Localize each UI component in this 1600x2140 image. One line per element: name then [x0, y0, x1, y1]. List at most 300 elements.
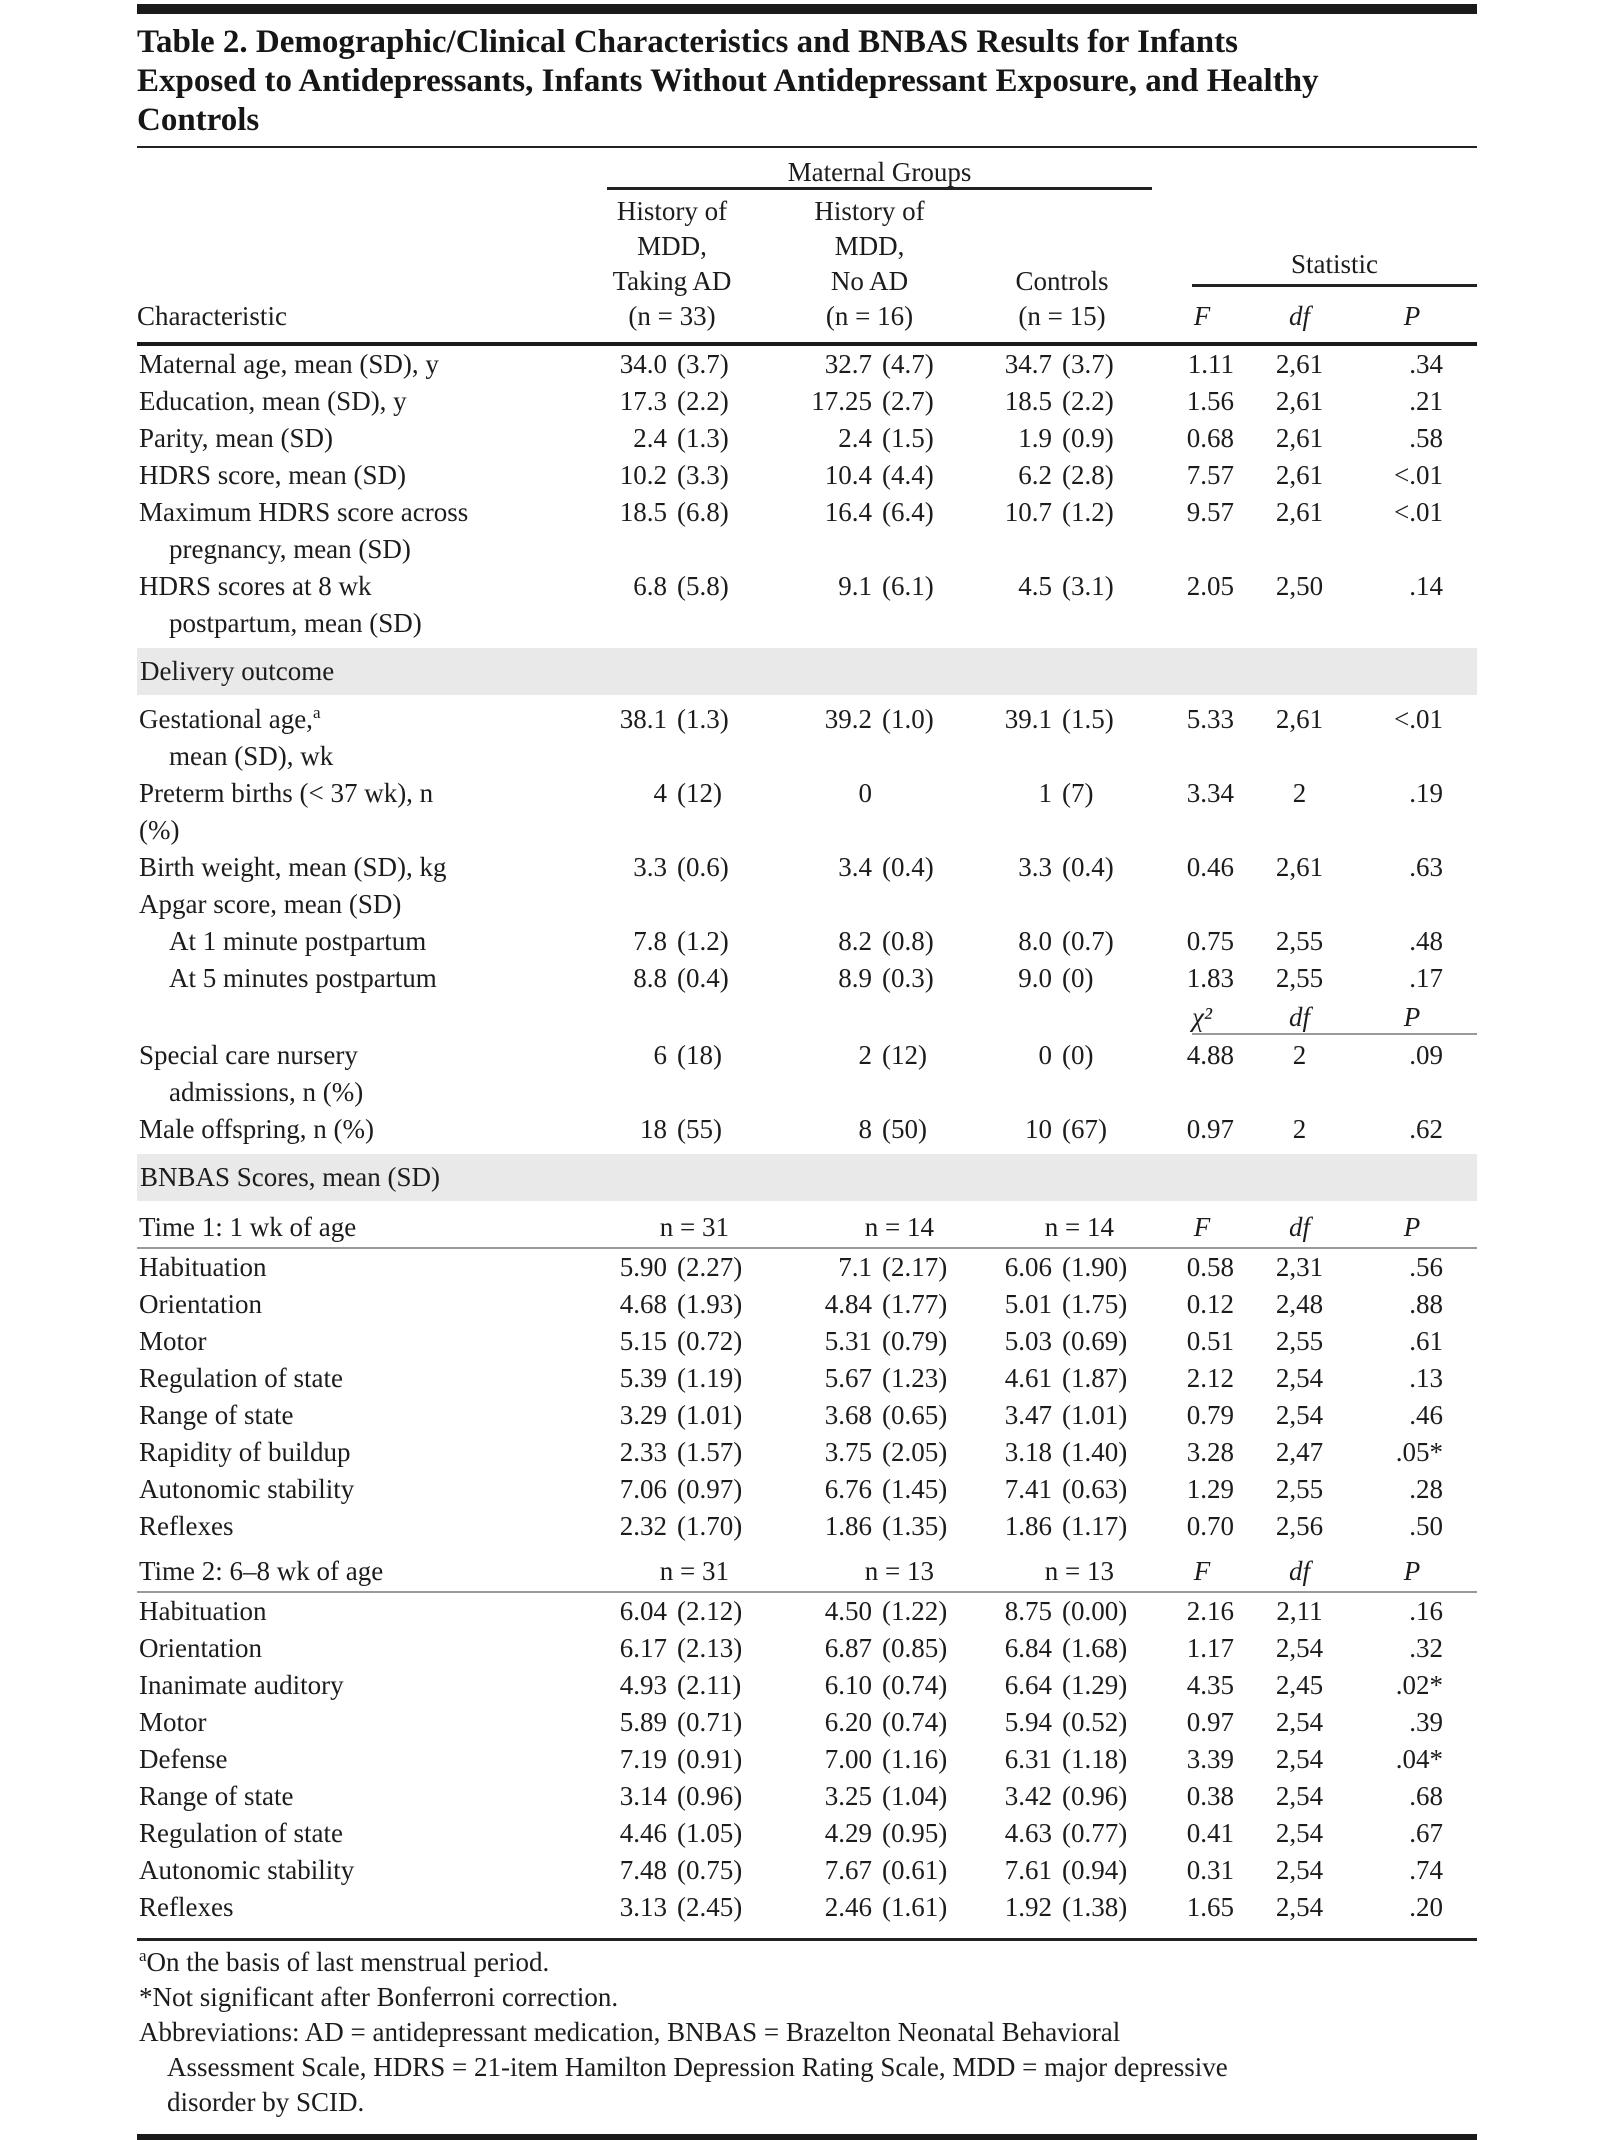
- group-value-cell: [972, 420, 1152, 457]
- mean-value: 17.25: [811, 386, 872, 416]
- group-value-cell: [477, 1741, 767, 1778]
- p-value: .16: [1409, 1596, 1443, 1626]
- row-label: Male offspring, n (%): [139, 1114, 374, 1144]
- group-value-cell: [767, 1397, 972, 1434]
- stat-cells: [1152, 1630, 1477, 1667]
- mean-value: 7.67: [824, 1855, 872, 1885]
- sd-value: (1.70): [677, 1511, 743, 1541]
- group-value-cell: [477, 1508, 767, 1545]
- table-row: [137, 1741, 1477, 1778]
- mean-value: 2.4: [633, 423, 667, 453]
- top-heavy-rule: [137, 4, 1477, 14]
- sd-value: (67): [1062, 1114, 1107, 1144]
- sd-value: (1.40): [1062, 1437, 1128, 1467]
- p-value: .05*: [1395, 1437, 1443, 1467]
- df-value: 2,61: [1275, 386, 1324, 416]
- row-label: Regulation of state: [139, 1818, 343, 1848]
- sd-value: (1.93): [677, 1289, 743, 1319]
- df-value: 2,55: [1275, 1326, 1324, 1356]
- sd-value: (0.9): [1062, 423, 1114, 453]
- sd-value: (50): [882, 1114, 927, 1144]
- table-row: [137, 568, 1477, 642]
- sd-value: (0.74): [882, 1670, 948, 1700]
- group-value-cell: [972, 1249, 1152, 1286]
- n-value: n = 13: [864, 1556, 934, 1586]
- mean-value: 5.90: [619, 1252, 667, 1282]
- mean-value: 38.1: [619, 704, 667, 734]
- row-label: Parity, mean (SD): [139, 423, 333, 453]
- group-value-cell: [477, 849, 767, 886]
- table-row: [137, 420, 1477, 457]
- group-value-cell: [767, 701, 972, 738]
- table-row: [137, 886, 1477, 923]
- table-row: [137, 1397, 1477, 1434]
- statistic-header-group: [1152, 247, 1477, 334]
- row-label-cell: [137, 1508, 477, 1545]
- group-value-cell: [767, 383, 972, 420]
- sd-value: (1.01): [1062, 1400, 1128, 1430]
- row-label-line2: mean (SD), wk: [169, 741, 334, 771]
- time-stat-heads: [1152, 1551, 1477, 1591]
- mean-value: 7.61: [1004, 1855, 1052, 1885]
- row-label-line2: pregnancy, mean (SD): [169, 534, 411, 564]
- col-header-line: (n = 15): [1018, 301, 1106, 331]
- sd-value: (0.63): [1062, 1474, 1128, 1504]
- row-label-cell: [137, 346, 477, 383]
- mean-value: 6.2: [1018, 460, 1052, 490]
- group-value-cell: [972, 1434, 1152, 1471]
- sd-value: (1.29): [1062, 1670, 1128, 1700]
- sd-value: (1.45): [882, 1474, 948, 1504]
- mean-value: 7.19: [619, 1744, 667, 1774]
- table-row: [137, 775, 1477, 849]
- section-band: Delivery outcome: [137, 648, 1477, 695]
- sd-value: (1.23): [882, 1363, 948, 1393]
- group-value-cell: [767, 1741, 972, 1778]
- row-label: Maternal age, mean (SD), y: [139, 349, 439, 379]
- group-value-cell: [972, 1397, 1152, 1434]
- mean-value: 7.8: [633, 926, 667, 956]
- sd-value: (0.65): [882, 1400, 948, 1430]
- p-value: .88: [1409, 1289, 1443, 1319]
- mean-value: 7.48: [619, 1855, 667, 1885]
- table-row: [137, 1111, 1477, 1148]
- mean-value: 3.47: [1004, 1400, 1052, 1430]
- p-value: .58: [1409, 423, 1443, 453]
- f-value: 1.65: [1186, 1892, 1234, 1922]
- mean-value: 6.04: [619, 1596, 667, 1626]
- df-value: 2,50: [1275, 571, 1324, 601]
- sd-value: (0.4): [677, 963, 729, 993]
- sd-value: (6.1): [882, 571, 934, 601]
- table-row: [137, 1852, 1477, 1889]
- mean-value: 6.20: [824, 1707, 872, 1737]
- mean-value: 5.94: [1004, 1707, 1052, 1737]
- mean-value: 1.9: [1018, 423, 1052, 453]
- col-header-line: MDD,: [834, 231, 905, 261]
- mean-value: 6.87: [824, 1633, 872, 1663]
- table-row: [137, 457, 1477, 494]
- mean-value: 3.13: [619, 1892, 667, 1922]
- df-value: 2,48: [1275, 1289, 1324, 1319]
- row-label: Habituation: [139, 1596, 267, 1626]
- mean-value: 4.46: [619, 1818, 667, 1848]
- p-value: .62: [1409, 1114, 1443, 1144]
- mean-value: 4.50: [824, 1596, 872, 1626]
- sd-value: (3.7): [677, 349, 729, 379]
- sd-value: (0.8): [882, 926, 934, 956]
- mean-value: 10.2: [619, 460, 667, 490]
- group-value-cell: [972, 960, 1152, 997]
- col-header-line: (n = 33): [628, 301, 716, 331]
- group-value-cell: [477, 1323, 767, 1360]
- df-column-header: df: [1288, 1212, 1310, 1242]
- row-label-cell: [137, 1434, 477, 1471]
- group-value-cell: [477, 1111, 767, 1148]
- sd-value: (12): [882, 1040, 927, 1070]
- mean-value: 4.68: [619, 1289, 667, 1319]
- df-value: 2,47: [1275, 1437, 1324, 1467]
- mean-value: 18.5: [1004, 386, 1052, 416]
- group-value-cell: [767, 960, 972, 997]
- row-label-cell: [137, 1778, 477, 1815]
- row-label: Preterm births (< 37 wk), n (%): [139, 778, 434, 845]
- mean-value: 8.9: [838, 963, 872, 993]
- sd-value: (4.7): [882, 349, 934, 379]
- group-value-cell: [767, 1037, 972, 1074]
- row-label: Orientation: [139, 1289, 262, 1319]
- sd-value: (1.16): [882, 1744, 948, 1774]
- row-label: Range of state: [139, 1781, 294, 1811]
- sd-value: (1.75): [1062, 1289, 1128, 1319]
- df-value: 2,61: [1275, 852, 1324, 882]
- p-value: .02*: [1395, 1670, 1443, 1700]
- mean-value: 16.4: [824, 497, 872, 527]
- group-value-cell: [477, 494, 767, 531]
- group-value-cell: [972, 923, 1152, 960]
- sd-value: (0.00): [1062, 1596, 1128, 1626]
- f-value: 0.46: [1186, 852, 1234, 882]
- mean-value: 8.2: [838, 926, 872, 956]
- col-header-line: Controls: [1015, 266, 1109, 296]
- stat-cells: [1152, 1741, 1477, 1778]
- row-label: At 5 minutes postpartum: [169, 963, 437, 993]
- sd-value: (18): [677, 1040, 722, 1070]
- mean-value: 3.29: [619, 1400, 667, 1430]
- mean-value: 5.39: [619, 1363, 667, 1393]
- sd-value: (0.69): [1062, 1326, 1128, 1356]
- sd-value: (5.8): [677, 571, 729, 601]
- mean-value: 18.5: [619, 497, 667, 527]
- group-value-cell: [767, 923, 972, 960]
- row-label-cell: [137, 1741, 477, 1778]
- table-row: [137, 1630, 1477, 1667]
- group-value-cell: [767, 1360, 972, 1397]
- col-header-line: History of: [814, 196, 925, 226]
- stat-cells: [1152, 1037, 1477, 1074]
- f-value: 1.56: [1186, 386, 1234, 416]
- mean-value: 8.8: [633, 963, 667, 993]
- sd-value: (3.1): [1062, 571, 1114, 601]
- group-value-cell: [972, 1323, 1152, 1360]
- group-value-cell: [477, 960, 767, 997]
- table-row: [137, 923, 1477, 960]
- mean-value: 4.29: [824, 1818, 872, 1848]
- mean-value: 5.89: [619, 1707, 667, 1737]
- mean-value: 3.3: [633, 852, 667, 882]
- sd-value: (7): [1062, 778, 1094, 808]
- p-value: .39: [1409, 1707, 1443, 1737]
- stat-cells: [1152, 1593, 1477, 1630]
- table-header: [137, 148, 1477, 342]
- p-subheader: P: [1403, 1002, 1421, 1032]
- group-value-cell: [477, 568, 767, 605]
- row-label: Gestational age,$^a$: [139, 703, 321, 734]
- group-value-cell: [767, 1471, 972, 1508]
- mean-value: 6.76: [824, 1474, 872, 1504]
- statistic-column-heads: [1152, 299, 1477, 334]
- sd-value: (0.96): [677, 1781, 743, 1811]
- row-label-cell: [137, 1593, 477, 1630]
- sd-value: (2.27): [677, 1252, 743, 1282]
- group-value-cell: [972, 346, 1152, 383]
- row-label: At 1 minute postpartum: [169, 926, 427, 956]
- mean-value: 1: [1038, 778, 1052, 808]
- mean-value: 5.01: [1004, 1289, 1052, 1319]
- p-value: .56: [1409, 1252, 1443, 1282]
- stat-cells: [1152, 923, 1477, 960]
- mean-value: 2.33: [619, 1437, 667, 1467]
- sd-value: (1.04): [882, 1781, 948, 1811]
- mean-value: 7.00: [824, 1744, 872, 1774]
- f-value: 1.11: [1187, 349, 1234, 379]
- mean-value: 6.17: [619, 1633, 667, 1663]
- f-value: 5.33: [1186, 704, 1234, 734]
- mean-value: 10.7: [1004, 497, 1052, 527]
- sd-value: (1.90): [1062, 1252, 1128, 1282]
- group-value-cell: [972, 1111, 1152, 1148]
- row-label-cell: [137, 1111, 477, 1148]
- mean-value: 9.0: [1018, 963, 1052, 993]
- p-value: .20: [1409, 1892, 1443, 1922]
- mean-value: 3.42: [1004, 1781, 1052, 1811]
- group-value-cell: [767, 1111, 972, 1148]
- sd-value: (2.17): [882, 1252, 948, 1282]
- p-value: .46: [1409, 1400, 1443, 1430]
- stat-cells: [1152, 457, 1477, 494]
- group-value-cell: [767, 1778, 972, 1815]
- mean-value: 5.03: [1004, 1326, 1052, 1356]
- sd-value: (0.7): [1062, 926, 1114, 956]
- table-row: [137, 1249, 1477, 1286]
- stat-cells: [1152, 420, 1477, 457]
- p-value: .68: [1409, 1781, 1443, 1811]
- col-header-taking-ad: [477, 194, 767, 334]
- row-label-cell: [137, 775, 477, 849]
- f-value: 7.57: [1186, 460, 1234, 490]
- stat-cells: [1152, 383, 1477, 420]
- p-value: .48: [1409, 926, 1443, 956]
- f-value: 2.12: [1186, 1363, 1234, 1393]
- f-value: 0.58: [1186, 1252, 1234, 1282]
- section-band: BNBAS Scores, mean (SD): [137, 1154, 1477, 1201]
- row-label: Birth weight, mean (SD), kg: [139, 852, 447, 882]
- n-value: n = 31: [659, 1556, 729, 1586]
- chi-square-subheader-row: [137, 997, 1477, 1037]
- group-value-cell: [972, 457, 1152, 494]
- row-label-line2: postpartum, mean (SD): [169, 608, 422, 638]
- table-row: [137, 1434, 1477, 1471]
- df-value: 2,54: [1275, 1707, 1324, 1737]
- mean-value: 8.75: [1004, 1596, 1052, 1626]
- f-value: 1.83: [1186, 963, 1234, 993]
- mean-value: 8.0: [1018, 926, 1052, 956]
- df-value: 2,55: [1275, 926, 1324, 956]
- stat-cells: [1152, 568, 1477, 605]
- df-value: 2,61: [1275, 460, 1324, 490]
- group-value-cell: [972, 494, 1152, 531]
- sd-value: (1.57): [677, 1437, 743, 1467]
- group-value-cell: [972, 1815, 1152, 1852]
- group-value-cell: [767, 1434, 972, 1471]
- sd-value: [872, 775, 972, 812]
- group-value-cell: [972, 1630, 1152, 1667]
- row-label-line2: admissions, n (%): [169, 1077, 364, 1107]
- row-label-cell: [137, 1397, 477, 1434]
- group-value-cell: [477, 346, 767, 383]
- mean-value: 6.84: [1004, 1633, 1052, 1663]
- time-header-row: [137, 1207, 1477, 1247]
- group-value-cell: [767, 457, 972, 494]
- time-label: Time 2: 6–8 wk of age: [139, 1556, 384, 1586]
- footnote-abbrev-line1: Abbreviations: AD = antidepressant medication, BNBAS = Brazelton Neonatal Behavioral: [139, 2017, 1121, 2047]
- stat-cells: [1152, 1111, 1477, 1148]
- stat-cells: [1152, 1397, 1477, 1434]
- p-column-header: P: [1403, 301, 1421, 331]
- stat-cells: [1152, 1852, 1477, 1889]
- f-value: 0.51: [1186, 1326, 1234, 1356]
- sd-value: (0.74): [882, 1707, 948, 1737]
- mean-value: 34.7: [1004, 349, 1052, 379]
- table-body: [137, 346, 1477, 1926]
- mean-value: 6: [653, 1040, 667, 1070]
- stat-cells: [1152, 1286, 1477, 1323]
- sd-value: (1.5): [882, 423, 934, 453]
- group-value-cell: [767, 1249, 972, 1286]
- sd-value: (0.4): [882, 852, 934, 882]
- mean-value: 4.5: [1018, 571, 1052, 601]
- df-value: 2,55: [1275, 963, 1324, 993]
- mean-value: 7.41: [1004, 1474, 1052, 1504]
- sd-value: (0.94): [1062, 1855, 1128, 1885]
- sd-value: (2.45): [677, 1892, 743, 1922]
- mean-value: 39.2: [824, 704, 872, 734]
- row-label-cell: [137, 1471, 477, 1508]
- stat-cells: [1152, 1508, 1477, 1545]
- table-row: [137, 1471, 1477, 1508]
- p-value: .74: [1409, 1855, 1443, 1885]
- row-label-cell: [137, 457, 477, 494]
- stat-cells: [1152, 775, 1477, 812]
- table-title-line3: Controls: [137, 102, 260, 138]
- row-label-cell: [137, 1360, 477, 1397]
- group-value-cell: [477, 923, 767, 960]
- mean-value: 7.1: [838, 1252, 872, 1282]
- sd-value: (1.18): [1062, 1744, 1128, 1774]
- group-value-cell: [477, 775, 767, 812]
- spanner-spacer: [137, 154, 477, 190]
- p-value: .32: [1409, 1633, 1443, 1663]
- sd-value: (3.7): [1062, 349, 1114, 379]
- mean-value: 18: [640, 1114, 667, 1144]
- group-value-cell: [477, 383, 767, 420]
- sd-value: (2.11): [677, 1670, 742, 1700]
- p-value: .34: [1409, 349, 1443, 379]
- sd-value: (2.13): [677, 1633, 743, 1663]
- f-column-header: F: [1193, 1212, 1211, 1242]
- table-title-line1: Table 2. Demographic/Clinical Characteristics and BNBAS Results for Infants: [137, 24, 1238, 60]
- mean-value: 6.06: [1004, 1252, 1052, 1282]
- footnote-a: [139, 1945, 1477, 1980]
- time-stat-heads: [1152, 1207, 1477, 1247]
- col-header-line: Taking AD: [612, 266, 732, 296]
- mean-value: 32.7: [824, 349, 872, 379]
- footnote-abbrev-line3: disorder by SCID.: [167, 2087, 365, 2117]
- group-value-cell: [972, 1667, 1152, 1704]
- mean-value: 0: [858, 778, 872, 808]
- sd-value: (2.7): [882, 386, 934, 416]
- p-value: <.01: [1394, 460, 1443, 490]
- group-value-cell: [767, 1889, 972, 1926]
- mean-value: 1.86: [824, 1511, 872, 1541]
- sd-value: (55): [677, 1114, 722, 1144]
- stat-cells: [1152, 1889, 1477, 1926]
- group-value-cell: [767, 1508, 972, 1545]
- group-value-cell: [477, 1360, 767, 1397]
- mean-value: 10.4: [824, 460, 872, 490]
- p-column-header: P: [1403, 1212, 1421, 1242]
- row-label: Defense: [139, 1744, 228, 1774]
- group-value-cell: [477, 1249, 767, 1286]
- sd-value: (0.85): [882, 1633, 948, 1663]
- sd-value: (12): [677, 778, 722, 808]
- table-row: [137, 1704, 1477, 1741]
- row-label: Inanimate auditory: [139, 1670, 344, 1700]
- sd-value: (1.19): [677, 1363, 743, 1393]
- f-value: 0.75: [1186, 926, 1234, 956]
- df-value: 2,54: [1275, 1892, 1324, 1922]
- f-value: 2.05: [1186, 571, 1234, 601]
- stat-cells: [1152, 346, 1477, 383]
- p-value: .50: [1409, 1511, 1443, 1541]
- df-value: 2,61: [1275, 704, 1324, 734]
- table-row: [137, 1323, 1477, 1360]
- sd-value: (3.3): [677, 460, 729, 490]
- table-row: [137, 494, 1477, 568]
- sd-value: (0.6): [677, 852, 729, 882]
- df-value: 2,54: [1275, 1855, 1324, 1885]
- mean-value: 10: [1025, 1114, 1052, 1144]
- group-value-cell: [767, 1593, 972, 1630]
- col-header-line: (n = 16): [825, 301, 914, 331]
- sd-value: (0): [1062, 1040, 1094, 1070]
- group-value-cell: [972, 1889, 1152, 1926]
- row-label-cell: [137, 701, 477, 775]
- sd-value: (2.8): [1062, 460, 1114, 490]
- mean-value: 4.61: [1004, 1363, 1052, 1393]
- group-value-cell: [767, 420, 972, 457]
- group-value-cell: [767, 1286, 972, 1323]
